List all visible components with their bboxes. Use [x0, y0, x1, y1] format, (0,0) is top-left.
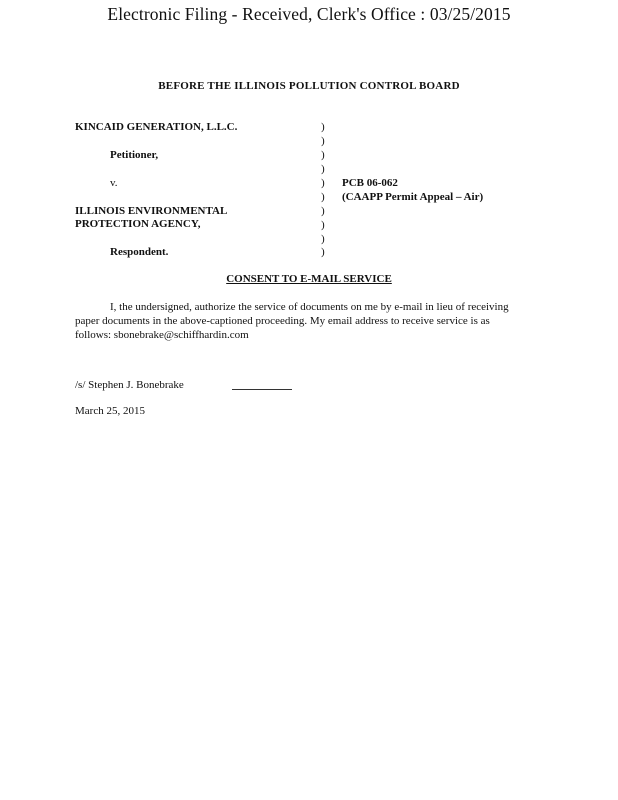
signature-line — [232, 389, 292, 390]
caption-paren: ) — [321, 233, 325, 245]
case-type: (CAAPP Permit Appeal – Air) — [342, 191, 484, 203]
petitioner-name: KINCAID GENERATION, L.L.C. — [75, 121, 238, 133]
caption-paren: ) — [321, 149, 325, 161]
caption-paren: ) — [321, 219, 325, 231]
caption-paren: ) — [321, 191, 325, 203]
caption-paren: ) — [321, 135, 325, 147]
caption-paren: ) — [321, 121, 325, 133]
versus-label: v. — [110, 177, 118, 189]
caption-paren: ) — [321, 246, 325, 258]
caption-paren: ) — [321, 163, 325, 175]
signature-name: /s/ Stephen J. Bonebrake — [75, 379, 184, 391]
signature-date: March 25, 2015 — [75, 405, 145, 417]
respondent-name-line2: PROTECTION AGENCY, — [75, 218, 201, 230]
petitioner-label: Petitioner, — [110, 149, 159, 161]
caption-paren: ) — [321, 177, 325, 189]
consent-body: I, the undersigned, authorize the service of documents on me by e-mail in lieu of receiving paper documents in the above-captioned proceeding. My email address to receive service is as follows: sbonebrake@schiffhardin.com — [75, 301, 509, 341]
respondent-name-line1: ILLINOIS ENVIRONMENTAL — [75, 205, 228, 217]
board-title: BEFORE THE ILLINOIS POLLUTION CONTROL BOARD — [158, 80, 460, 92]
filing-stamp-header: Electronic Filing - Received, Clerk's Office : 03/25/2015 — [107, 4, 511, 24]
caption-paren: ) — [321, 205, 325, 217]
consent-title: CONSENT TO E-MAIL SERVICE — [226, 273, 392, 285]
respondent-label: Respondent. — [110, 246, 169, 258]
case-number: PCB 06-062 — [342, 177, 398, 189]
